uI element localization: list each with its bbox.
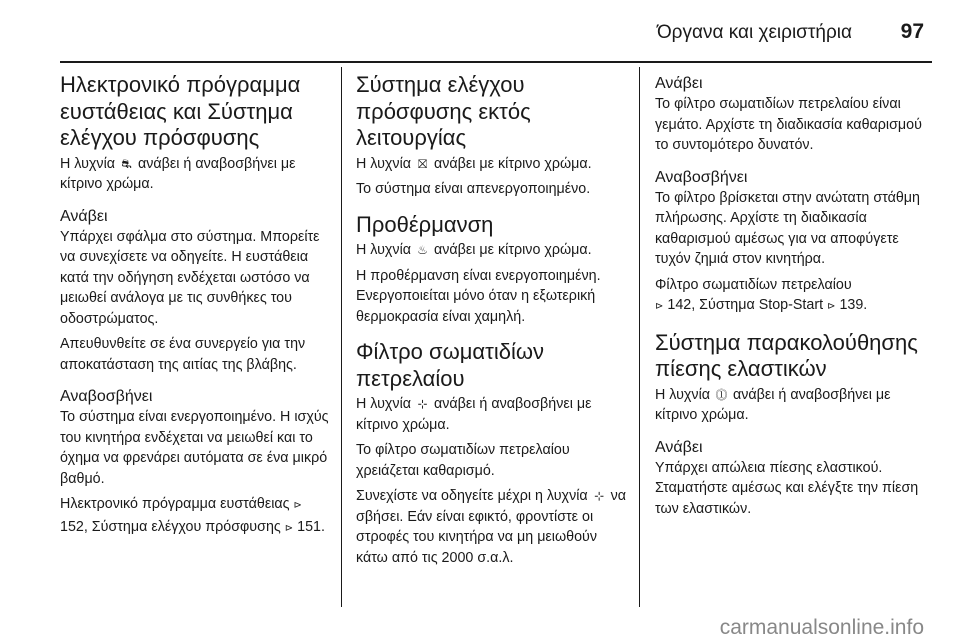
preheat-heading: Προθέρμανση [356,211,494,237]
preheat-intro: Η λυχνία ♨ ανάβει με κίτρινο χρώμα. [356,240,632,261]
column-divider [639,67,640,607]
esc-heading: Ηλεκτρονικό πρόγραμμα ευστάθειας και Σύστημα ελέγχου πρόσφυσης [60,72,301,150]
tpms-intro: Η λυχνία ⓵ ανάβει ή αναβοσβήνει με κίτρινο χρώμα. [655,386,891,423]
traction-off-icon: ⛝ [417,156,428,171]
traction-off-text: Το σύστημα είναι απενεργοποιημένο. [356,181,591,197]
esc-workshop-text: Απευθυνθείτε σε ένα συνεργείο για την αποκατάσταση της αιτίας της βλάβης. [60,336,306,373]
traction-off-intro: Η λυχνία ⛝ ανάβει με κίτρινο χρώμα. [356,154,632,175]
page-number: 97 [900,20,924,43]
esc-lit-subheading: Ανάβει [60,207,108,225]
header-title: Όργανα και χειριστήρια [656,22,852,43]
tire-pressure-icon: ⓵ [715,387,728,402]
dpf-lit-subheading: Ανάβει [655,75,703,92]
dpf-heading: Φίλτρο σωματιδίων πετρελαίου [356,339,545,391]
esc-reference: Ηλεκτρονικό πρόγραμμα ευστάθειας ⊳ 152, Σύστημα ελέγχου πρόσφυσης ⊳ 151. [60,494,332,539]
dpf-flashing-subheading: Αναβοσβήνει [655,168,748,186]
page-reference-icon: ⊳ [284,522,294,534]
dpf-drive-text: Συνεχίστε να οδηγείτε μέχρι η λυχνία ⊹ να σβήσει. Εάν είναι εφικτό, φροντίστε οι στροφές του κινητήρα να μη μειωθούν κάτω από τις 2000 σ.α.λ. [356,488,627,566]
preheat-text: Η προθέρμανση είναι ενεργοποιημένη. Ενεργοποιείται μόνο όταν η εξωτερική θερμοκρασία είναι χαμηλή. [356,267,601,325]
particle-filter-icon: ⊹ [594,489,605,503]
page-reference-icon: ⊳ [655,301,664,312]
column-2 [356,72,632,573]
esc-warning-icon: ⛐ [121,156,132,171]
dpf-cleaning-text: Το φίλτρο σωματιδίων πετρελαίου χρειάζεται καθαρισμό. [356,442,570,479]
tpms-heading: Σύστημα παρακολούθησης πίεσης ελαστικών [655,329,918,381]
dpf-flashing-text: Το φίλτρο βρίσκεται στην ανώτατη στάθμη πλήρωσης. Αρχίστε τη διαδικασία καθαρισμού αμέσως για να αποφύγετε τυχόν ζημιά στον κινητήρα. [655,189,920,267]
preheat-coil-icon: ♨ [417,243,428,257]
esc-lit-text: Υπάρχει σφάλμα στο σύστημα. Μπορείτε να συνεχίσετε να οδηγείτε. Η ευστάθεια κατά την οδήγηση ενδέχεται ωστόσο να μειωθεί ανάλογα με τις συνθήκες του οδοστρώματος. [60,228,320,327]
dpf-intro: Η λυχνία ⊹ ανάβει ή αναβοσβήνει με κίτρινο χρώμα. [356,396,592,433]
particle-filter-icon: ⊹ [417,397,428,411]
esc-flashing-text: Το σύστημα είναι ενεργοποιημένο. Η ισχύς του κινητήρα ενδέχεται να μειωθεί και το όχημα να φρενάρει αυτόματα σε ένα μικρό βαθμό. [60,409,329,487]
tpms-lit-subheading: Ανάβει [655,438,703,456]
dpf-reference: Φίλτρο σωματιδίων πετρελαίου ⊳ 142, Σύστημα Stop-Start ⊳ 139. [655,275,931,318]
dpf-lit-text: Το φίλτρο σωματιδίων πετρελαίου είναι γεμάτο. Αρχίστε τη διαδικασία καθαρισμού το συντομότερο δυνατόν. [655,96,922,153]
tpms-lit-text: Υπάρχει απώλεια πίεσης ελαστικού. Σταματήστε αμέσως και ελέγξτε την πίεση των ελαστικών. [655,459,919,517]
column-3 [655,72,931,524]
column-divider [341,67,342,607]
page-reference-icon: ⊳ [293,500,302,511]
header-rule [60,61,932,63]
column-1 [60,72,332,544]
esc-flashing-subheading: Αναβοσβήνει [60,388,153,405]
esc-intro: Η λυχνία ⛐ ανάβει ή αναβοσβήνει με κίτρινο χρώμα. [60,155,296,192]
page-reference-icon: ⊳ [827,301,836,312]
watermark: carmanualsonline.info [719,616,924,639]
traction-off-heading: Σύστημα ελέγχου πρόσφυσης εκτός λειτουργίας [356,72,531,150]
